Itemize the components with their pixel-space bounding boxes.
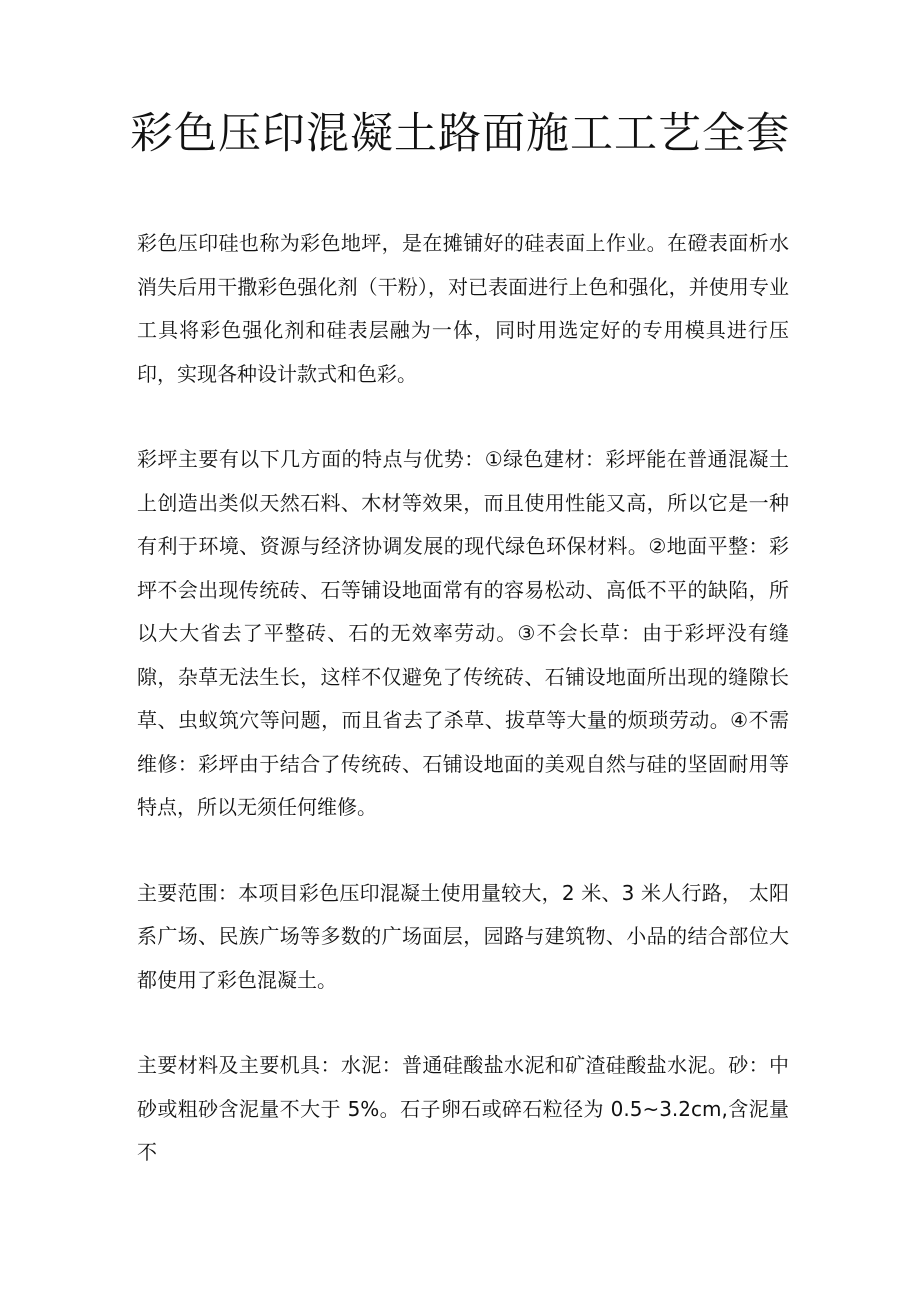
- document-title: 彩色压印混凝土路面施工工艺全套: [130, 109, 790, 159]
- document-body: [137, 222, 789, 1217]
- paragraph-intro: 彩色压印硅也称为彩色地坪，是在摊铺好的硅表面上作业。在磴表面析水消失后用干撒彩色强化剂（干粉），对已表面进行上色和强化，并使用专业工具将彩色强化剂和硅表层融为一体，同时用选定好的专用模具进行压印，实现各种设计款式和色彩。: [137, 231, 789, 386]
- paragraph-scope: 主要范围：本项目彩色压印混凝土使用量较大，2 米、3 米人行路， 太阳系广场、民族广场等多数的广场面层，园路与建筑物、小品的结合部位大都使用了彩色混凝土。: [137, 880, 789, 992]
- paragraph-materials: 主要材料及主要机具：水泥：普通硅酸盐水泥和矿渣硅酸盐水泥。砂：中砂或粗砂含泥量不大于 5%。石子卵石或碎石粒径为 0.5~3.2cm,含泥量不: [137, 1053, 789, 1164]
- paragraph-features: 彩坪主要有以下几方面的特点与优势：①绿色建材：彩坪能在普通混凝土上创造出类似天然石料、木材等效果，而且使用性能又高，所以它是一种有利于环境、资源与经济协调发展的现代绿色环保材料。②地面平整：彩坪不会出现传统砖、石等铺设地面常有的容易松动、高低不平的缺陷，所以大大省去了平整砖、石的无效率劳动。③不会长草：由于彩坪没有缝隙，杂草无法生长，这样不仅避免了传统砖、石铺设地面所出现的缝隙长草、虫蚁筑穴等问题，而且省去了杀草、拔草等大量的烦琐劳动。④不需维修：彩坪由于结合了传统砖、石铺设地面的美观自然与硅的坚固耐用等特点，所以无须任何维修。: [137, 447, 789, 819]
